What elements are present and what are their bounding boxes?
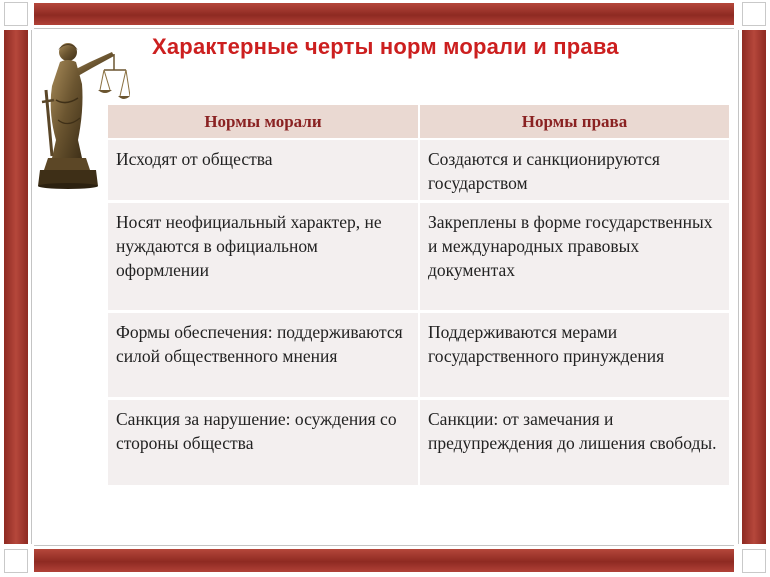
table-cell-morality: Формы обеспечения: поддерживаются силой общественного мнения bbox=[108, 312, 419, 399]
norms-comparison-table bbox=[108, 105, 731, 488]
table-cell-morality: Санкция за нарушение: осуждения со стороны общества bbox=[108, 399, 419, 487]
frame-corner-top-right bbox=[742, 2, 766, 26]
table-row bbox=[108, 399, 730, 487]
frame-inner-line-top bbox=[34, 28, 734, 29]
table-cell-law: Создаются и санкционируются государством bbox=[419, 139, 730, 202]
table-header-row bbox=[108, 105, 730, 139]
frame-inner-line-bottom bbox=[34, 545, 734, 546]
table-row bbox=[108, 139, 730, 202]
frame-inner-line-left bbox=[31, 30, 32, 544]
table-cell-law: Санкции: от замечания и предупреждения до лишения свободы. bbox=[419, 399, 730, 487]
frame-right-bar bbox=[742, 30, 766, 544]
frame-corner-bottom-right bbox=[742, 549, 766, 573]
table-cell-law: Поддерживаются мерами государственного принуждения bbox=[419, 312, 730, 399]
frame-top-bar bbox=[34, 3, 734, 25]
table-cell-morality: Исходят от общества bbox=[108, 139, 419, 202]
table-cell-law: Закреплены в форме государственных и международных правовых документах bbox=[419, 202, 730, 312]
frame-left-bar bbox=[4, 30, 28, 544]
header-law-norms: Нормы права bbox=[419, 105, 730, 139]
slide-title: Характерные черты норм морали и права bbox=[152, 34, 619, 59]
frame-bottom-bar bbox=[34, 549, 734, 572]
frame-corner-top-left bbox=[4, 2, 28, 26]
frame-corner-bottom-left bbox=[4, 549, 28, 573]
header-morality-norms: Нормы морали bbox=[108, 105, 419, 139]
table-cell-morality: Носят неофициальный характер, не нуждаются в официальном оформлении bbox=[108, 202, 419, 312]
frame-inner-line-right bbox=[738, 30, 739, 544]
table-row bbox=[108, 312, 730, 399]
table-row bbox=[108, 202, 730, 312]
